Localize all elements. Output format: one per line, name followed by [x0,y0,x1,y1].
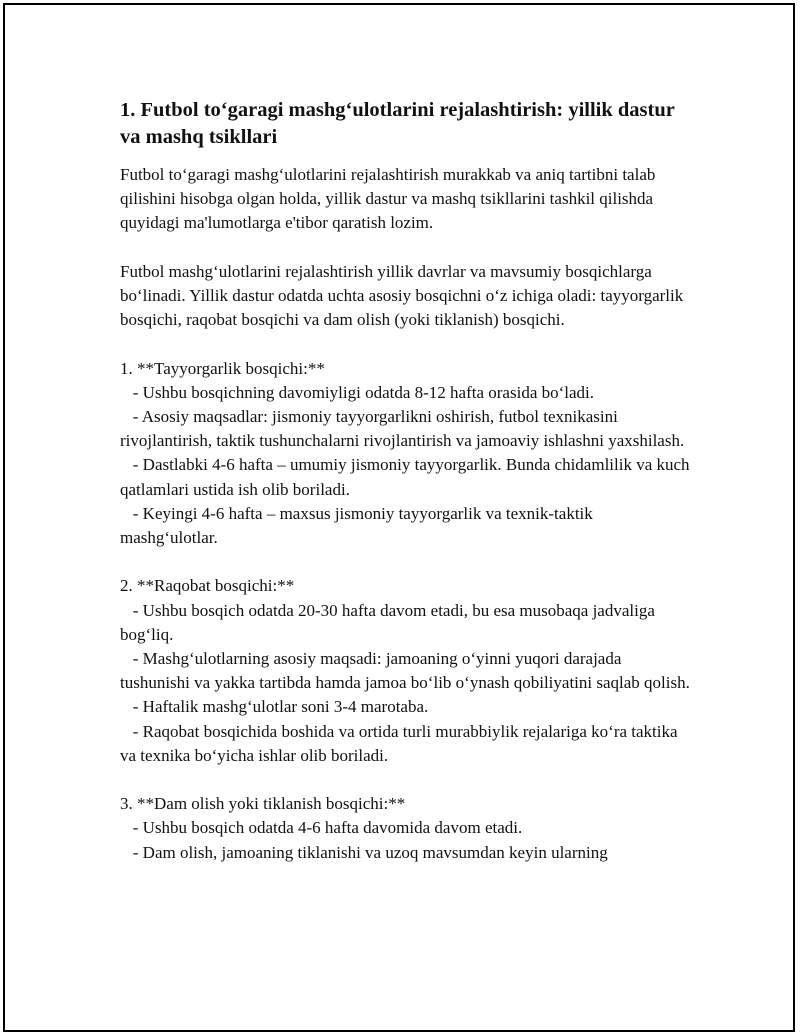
stage2-line: - Ushbu bosqich odatda 20-30 hafta davom etadi, bu esa musobaqa jadvaliga bog‘liq. [120,600,660,644]
paragraph-gap [120,236,690,260]
stage3-title: 3. **Dam olish yoki tiklanish bosqichi:** [120,794,406,814]
stage3-line: - Dam olish, jamoaning tiklanishi va uzoq mavsumdan keyin ularning [120,842,608,862]
stage2-title: 2. **Raqobat bosqichi:** [120,576,295,596]
stage2-line: - Raqobat bosqichida boshida va ortida turli murabbiylik rejalariga ko‘ra taktika va texnika bo‘yicha ishlar olib boriladi. [120,721,682,765]
stage2-line: - Haftalik mashg‘ulotlar soni 3-4 marotaba. [120,697,429,717]
intro-paragraph: Futbol to‘garagi mashg‘ulotlarini rejalashtirish murakkab va aniq tartibni talab qilishini hisobga olgan holda, yillik dastur va mashq tsikllarini tashkil qilishda quyidagi ma'lumotlarga e'tibor qaratish lozim. [120,165,660,233]
paragraph-gap [120,332,690,356]
stage1-line: - Dastlabki 4-6 hafta – umumiy jismoniy tayyorgarlik. Bunda chidamlilik va kuch qatlamlari ustida ish olib boriladi. [120,455,694,499]
stage2-line: - Mashg‘ulotlarning asosiy maqsadi: jamoaning o‘yinni yuqori darajada tushunishi va yakka tartibda hamda jamoa bo‘lib o‘ynash qobiliyatini saqlab qolish. [120,649,690,693]
stage3-line: - Ushbu bosqich odatda 4-6 hafta davomida davom etadi. [120,818,523,838]
stage1-title: 1. **Tayyorgarlik bosqichi:** [120,358,325,378]
stage1-line: - Keyingi 4-6 hafta – maxsus jismoniy tayyorgarlik va texnik-taktik mashg‘ulotlar. [120,503,598,548]
paragraph-gap [120,768,690,792]
document-heading: 1. Futbol to‘garagi mashg‘ulotlarini rejalashtirish: yillik dastur va mashq tsikllari [120,99,675,148]
overview-paragraph: Futbol mashg‘ulotlarini rejalashtirish yillik davrlar va mavsumiy bosqichlarga bo‘linadi. Yillik dastur odatda uchta asosiy bosqichni o‘z ichiga oladi: tayyorgarlik bosqichi, raqobat bosqichi va dam olish (yoki tiklanish) bosqichi. [120,261,688,330]
paragraph-gap [120,550,690,574]
stage1-line: - Asosiy maqsadlar: jismoniy tayyorgarlikni oshirish, futbol texnikasini rivojlantirish, taktik tushunchalarni rivojlantirish va jamoaviy ishlashni yaxshilash. [120,407,685,451]
document-body [120,97,694,865]
stage1-line: - Ushbu bosqichning davomiyligi odatda 8-12 hafta orasida bo‘ladi. [120,382,595,402]
page-frame [3,3,795,1032]
